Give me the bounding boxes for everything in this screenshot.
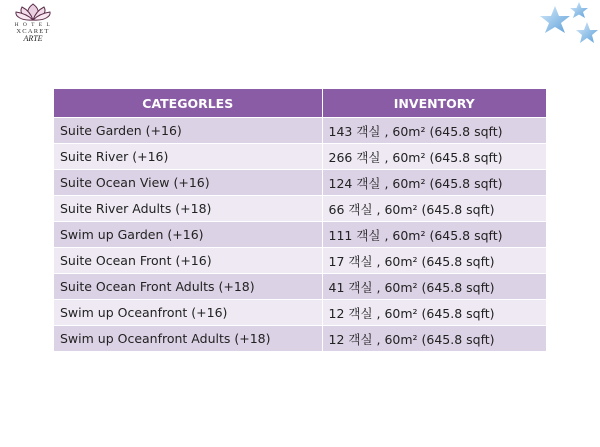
category-cell: Suite Garden (+16) (54, 118, 322, 144)
category-cell: Suite Ocean View (+16) (54, 170, 322, 196)
header-categories: CATEGORLES (54, 89, 322, 118)
category-cell: Swim up Oceanfront Adults (+18) (54, 326, 322, 352)
hotel-logo (3, 2, 63, 44)
lotus-logo-icon (13, 2, 53, 22)
inventory-cell: 111 객실 , 60m² (645.8 sqft) (322, 222, 546, 248)
table-row (54, 274, 546, 300)
category-cell: Swim up Garden (+16) (54, 222, 322, 248)
logo-text-arte: ARTE (23, 34, 43, 43)
logo-text-xcaret: XCARET (16, 28, 50, 35)
table-header-row (54, 89, 546, 118)
table-row (54, 248, 546, 274)
category-cell: Suite Ocean Front (+16) (54, 248, 322, 274)
table-row (54, 118, 546, 144)
table-row (54, 326, 546, 352)
table-row (54, 300, 546, 326)
table-row (54, 144, 546, 170)
inventory-cell: 143 객실 , 60m² (645.8 sqft) (322, 118, 546, 144)
inventory-cell: 124 객실 , 60m² (645.8 sqft) (322, 170, 546, 196)
logo-text-hotel: H O T E L (14, 22, 52, 28)
table-row (54, 222, 546, 248)
inventory-cell: 12 객실 , 60m² (645.8 sqft) (322, 326, 546, 352)
table-row (54, 196, 546, 222)
header-inventory: INVENTORY (322, 89, 546, 118)
category-cell: Swim up Oceanfront (+16) (54, 300, 322, 326)
category-cell: Suite River (+16) (54, 144, 322, 170)
table-row (54, 170, 546, 196)
inventory-cell: 17 객실 , 60m² (645.8 sqft) (322, 248, 546, 274)
inventory-table (54, 89, 546, 351)
category-cell: Suite River Adults (+18) (54, 196, 322, 222)
inventory-cell: 12 객실 , 60m² (645.8 sqft) (322, 300, 546, 326)
stars-icon (535, 0, 600, 48)
inventory-cell: 266 객실 , 60m² (645.8 sqft) (322, 144, 546, 170)
inventory-cell: 41 객실 , 60m² (645.8 sqft) (322, 274, 546, 300)
inventory-cell: 66 객실 , 60m² (645.8 sqft) (322, 196, 546, 222)
category-cell: Suite Ocean Front Adults (+18) (54, 274, 322, 300)
